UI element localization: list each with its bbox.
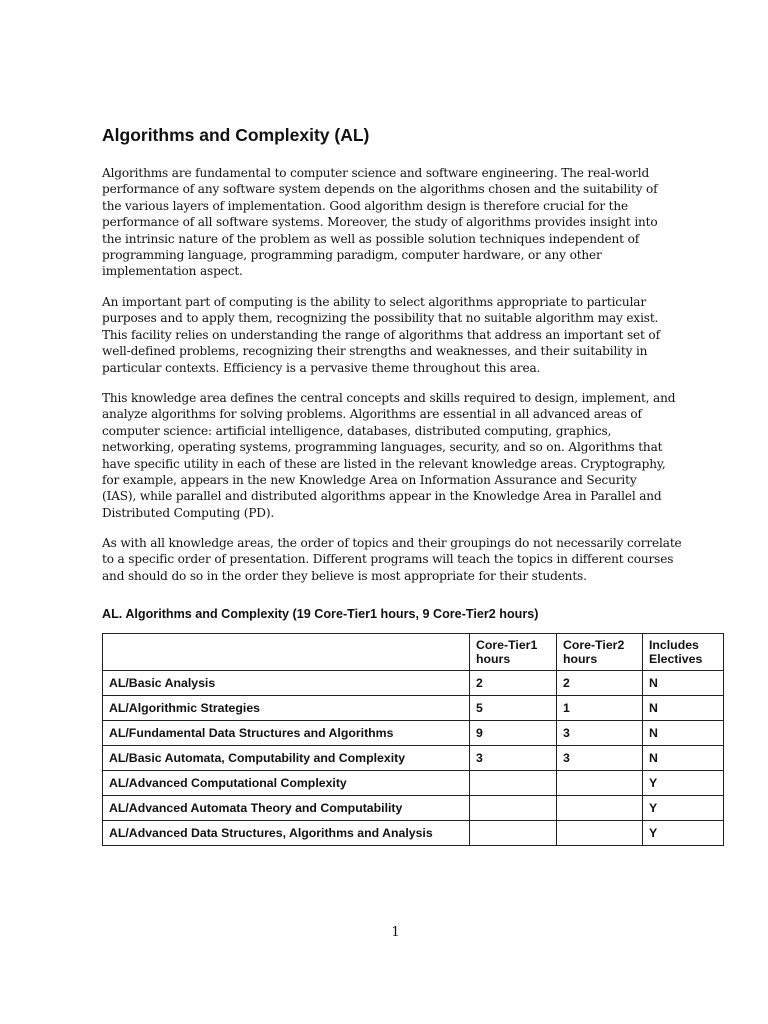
paragraph-introduction — [102, 165, 692, 280]
text-line: implementation aspect. — [102, 264, 243, 279]
text-line: and should do so in the order they believe is most appropriate for their students. — [102, 568, 587, 583]
text-line: As with all knowledge areas, the order of topics and their groupings do not necessarily correlate — [102, 536, 682, 550]
text-line: Algorithms are fundamental to computer science and software engineering. The real-world — [102, 166, 650, 180]
header-includes-electives: Includes Electives — [643, 634, 724, 671]
core-tier2-cell — [557, 771, 643, 796]
text-line: This facility relies on understanding the range of algorithms that address an important set of — [102, 327, 660, 342]
header-knowledge-unit — [103, 634, 470, 671]
text-line: have specific utility in each of these are listed in the relevant knowledge areas. Cryptography, — [102, 456, 666, 471]
knowledge-unit-cell: AL/Basic Analysis — [103, 671, 470, 696]
knowledge-unit-cell: AL/Advanced Computational Complexity — [103, 771, 470, 796]
core-tier1-cell: 9 — [470, 721, 557, 746]
electives-cell: N — [643, 746, 724, 771]
text-line: purposes and to apply them, recognizing the possibility that no suitable algorithm may exist. — [102, 311, 659, 326]
core-tier1-cell — [470, 796, 557, 821]
table-caption: AL. Algorithms and Complexity (19 Core-Tier1 hours, 9 Core-Tier2 hours) — [102, 607, 539, 621]
core-tier2-cell: 1 — [557, 696, 643, 721]
text-line: performance of all software systems. Moreover, the study of algorithms provides insight into — [102, 215, 658, 230]
text-line: programming language, programming paradigm, computer hardware, or any other — [102, 248, 602, 263]
core-tier1-cell — [470, 821, 557, 846]
electives-cell: N — [643, 671, 724, 696]
core-tier1-cell: 5 — [470, 696, 557, 721]
core-tier2-cell: 3 — [557, 721, 643, 746]
knowledge-unit-cell: AL/Basic Automata, Computability and Complexity — [103, 746, 470, 771]
page-number: 1 — [391, 925, 400, 940]
header-core-tier2-hours: Core-Tier2 hours — [557, 634, 643, 671]
knowledge-unit-cell: AL/Advanced Data Structures, Algorithms and Analysis — [103, 821, 470, 846]
table-row — [103, 671, 724, 696]
header-core-tier1-hours: Core-Tier1 hours — [470, 634, 557, 671]
paragraph-selection — [102, 294, 692, 376]
text-line: performance of any software system depends on the algorithms chosen and the suitability of — [102, 182, 658, 197]
paragraph-ordering — [102, 535, 692, 584]
text-line: networking, operating systems, programming languages, security, and so on. Algorithms that — [102, 440, 663, 455]
text-line: computer science: artificial intelligence, databases, distributed computing, graphics, — [102, 423, 612, 438]
electives-cell: N — [643, 721, 724, 746]
table-header-row — [103, 634, 724, 671]
text-line: the various layers of implementation. Good algorithm design is therefore crucial for the — [102, 198, 628, 213]
knowledge-unit-cell: AL/Fundamental Data Structures and Algorithms — [103, 721, 470, 746]
table-row — [103, 721, 724, 746]
table-row — [103, 821, 724, 846]
knowledge-unit-cell: AL/Algorithmic Strategies — [103, 696, 470, 721]
table-row — [103, 771, 724, 796]
text-line: An important part of computing is the ability to select algorithms appropriate to particular — [102, 295, 646, 309]
electives-cell: Y — [643, 821, 724, 846]
text-line: (IAS), while parallel and distributed algorithms appear in the Knowledge Area in Parallel and — [102, 489, 662, 504]
electives-cell: Y — [643, 796, 724, 821]
core-tier2-cell — [557, 796, 643, 821]
core-tier1-cell — [470, 771, 557, 796]
page-title: Algorithms and Complexity (AL) — [102, 125, 370, 145]
core-tier1-cell: 2 — [470, 671, 557, 696]
table-row — [103, 796, 724, 821]
table-row — [103, 746, 724, 771]
paragraph-scope — [102, 390, 692, 521]
text-line: This knowledge area defines the central concepts and skills required to design, implement, and — [102, 391, 676, 405]
text-line: particular contexts. Efficiency is a pervasive theme throughout this area. — [102, 360, 541, 375]
text-line: analyze algorithms for solving problems. Algorithms are essential in all advanced areas of — [102, 407, 642, 422]
electives-cell: Y — [643, 771, 724, 796]
text-line: Distributed Computing (PD). — [102, 505, 275, 520]
text-line: well-defined problems, recognizing their strengths and weaknesses, and their suitability in — [102, 344, 648, 359]
table-row — [103, 696, 724, 721]
text-line: the intrinsic nature of the problem as well as possible solution techniques independent of — [102, 231, 640, 246]
text-line: to a specific order of presentation. Different programs will teach the topics in different courses — [102, 552, 674, 567]
core-tier2-cell: 2 — [557, 671, 643, 696]
core-tier2-cell: 3 — [557, 746, 643, 771]
core-tier1-cell: 3 — [470, 746, 557, 771]
knowledge-area-table — [102, 633, 724, 846]
electives-cell: N — [643, 696, 724, 721]
text-line: for example, appears in the new Knowledge Area on Information Assurance and Security — [102, 473, 637, 488]
core-tier2-cell — [557, 821, 643, 846]
knowledge-unit-cell: AL/Advanced Automata Theory and Computability — [103, 796, 470, 821]
